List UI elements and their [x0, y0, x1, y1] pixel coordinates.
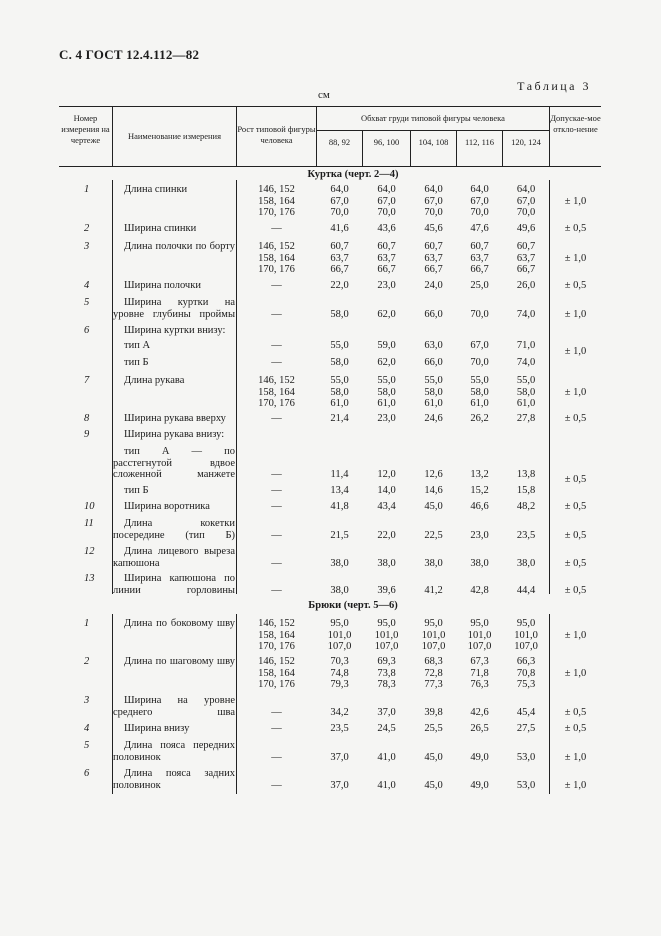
value-cell: 23,0	[470, 529, 489, 541]
row-number: 6	[84, 768, 90, 779]
height-cell: —	[271, 584, 282, 596]
table-top-border	[59, 106, 601, 107]
height-cell: —	[271, 340, 282, 351]
row-number: 4	[84, 723, 90, 734]
value-cell: 45,0	[424, 779, 443, 791]
value-cell: 53,0	[516, 779, 536, 791]
measurement-name: Ширина на уровне среднего шва	[113, 695, 235, 718]
value-cell: 66,0	[424, 308, 443, 320]
value-cell: 23,5	[330, 723, 349, 734]
measurement-name: Длина полочки по борту	[124, 241, 235, 252]
value-cell: 60,7 63,7 66,7	[470, 241, 489, 276]
value-cell: 60,7 63,7 66,7	[424, 241, 443, 276]
measurement-name: Ширина капюшона по линии горловины	[113, 573, 235, 596]
measurement-name: Длина спинки	[124, 184, 188, 195]
value-cell: 70,3 74,8 79,3	[330, 656, 349, 691]
value-cell: 39,6	[377, 584, 396, 596]
chest-group-divider	[316, 130, 549, 131]
value-cell: 74,0	[516, 357, 536, 368]
unit-label: см	[318, 89, 330, 101]
column-header-number: Номер измерения на чертеже	[61, 113, 110, 145]
row-number: 6	[84, 325, 90, 336]
value-cell: 23,0	[377, 280, 396, 291]
tolerance-cell: ± 0,5	[564, 706, 587, 718]
value-cell: 60,7 63,7 66,7	[516, 241, 536, 276]
value-cell: 55,0 58,0 61,0	[470, 375, 489, 410]
value-cell: 47,6	[470, 223, 489, 234]
value-cell: 41,2	[424, 584, 443, 596]
column-header-chest-size: 112, 116	[464, 137, 495, 147]
page-header: С. 4 ГОСТ 12.4.112—82	[59, 47, 200, 62]
value-cell: 66,3 70,8 75,3	[516, 656, 536, 691]
height-cell: 146, 152 158, 164 170, 176	[258, 656, 295, 691]
value-cell: 45,0	[424, 501, 443, 512]
row-number: 1	[84, 184, 90, 195]
value-cell: 64,0 67,0 70,0	[330, 184, 349, 219]
row-number: 8	[84, 413, 90, 424]
value-cell: 34,2	[330, 706, 349, 718]
value-cell: 26,0	[516, 280, 536, 291]
tolerance-cell: ± 0,5	[564, 557, 587, 569]
measurement-subtype: тип А	[124, 340, 151, 351]
value-cell: 46,6	[470, 501, 489, 512]
value-cell: 13,8	[516, 469, 536, 481]
value-cell: 38,0	[330, 584, 349, 596]
value-cell: 49,0	[470, 779, 489, 791]
value-cell: 55,0	[330, 340, 349, 351]
value-cell: 11,4	[330, 469, 349, 481]
value-cell: 55,0 58,0 61,0	[516, 375, 536, 410]
value-cell: 43,6	[377, 223, 396, 234]
value-cell: 15,8	[516, 485, 536, 496]
value-cell: 63,0	[424, 340, 443, 351]
height-cell: —	[271, 357, 282, 368]
value-cell: 59,0	[377, 340, 396, 351]
value-cell: 38,0	[516, 557, 536, 569]
value-cell: 14,0	[377, 485, 396, 496]
value-cell: 38,0	[330, 557, 349, 569]
value-cell: 68,3 72,8 77,3	[424, 656, 443, 691]
tolerance-cell: ± 1,0	[564, 667, 587, 679]
value-cell: 26,2	[470, 413, 489, 424]
section-title: Брюки (черт. 5—6)	[308, 600, 398, 611]
height-cell: —	[271, 751, 282, 763]
col-divider	[410, 130, 411, 166]
tolerance-cell: ± 0,5	[564, 584, 587, 596]
row-number: 5	[84, 297, 90, 308]
col-divider	[502, 130, 503, 166]
measurement-subtype: тип Б	[124, 357, 149, 368]
table-header-bottom-border	[59, 166, 601, 167]
value-cell: 60,7 63,7 66,7	[330, 241, 349, 276]
value-cell: 95,0 101,0 107,0	[327, 618, 352, 653]
value-cell: 22,0	[377, 529, 396, 541]
value-cell: 37,0	[330, 751, 349, 763]
measurement-name: Длина кокетки посередине (тип Б)	[113, 518, 235, 541]
height-cell: —	[271, 223, 282, 234]
row-number: 10	[84, 501, 95, 512]
value-cell: 60,7 63,7 66,7	[377, 241, 396, 276]
column-header-chest-size: 88, 92	[328, 137, 351, 147]
value-cell: 45,0	[424, 751, 443, 763]
value-cell: 14,6	[424, 485, 443, 496]
value-cell: 64,0 67,0 70,0	[470, 184, 489, 219]
measurement-name: Ширина рукава внизу:	[124, 429, 225, 440]
height-cell: —	[271, 706, 282, 718]
tolerance-cell: ± 1,0	[564, 346, 587, 357]
value-cell: 26,5	[470, 723, 489, 734]
table-title: Таблица 3	[517, 79, 591, 93]
value-cell: 74,0	[516, 308, 536, 320]
value-cell: 41,0	[377, 779, 396, 791]
value-cell: 27,5	[516, 723, 536, 734]
column-header-chest-group: Обхват груди типовой фигуры человека	[361, 113, 505, 123]
col-divider	[456, 130, 457, 166]
value-cell: 55,0 58,0 61,0	[330, 375, 349, 410]
col-divider	[362, 130, 363, 166]
measurement-name: Ширина полочки	[124, 280, 201, 291]
value-cell: 95,0 101,0 107,0	[467, 618, 492, 653]
column-header-chest-size: 120, 124	[511, 137, 541, 147]
value-cell: 69,3 73,8 78,3	[377, 656, 396, 691]
value-cell: 44,4	[516, 584, 536, 596]
row-number: 9	[84, 429, 90, 440]
value-cell: 58,0	[330, 308, 349, 320]
value-cell: 55,0 58,0 61,0	[424, 375, 443, 410]
value-cell: 95,0 101,0 107,0	[374, 618, 399, 653]
value-cell: 67,0	[470, 340, 489, 351]
column-header-height: Рост типовой фигуры человека	[237, 124, 316, 145]
column-header-tolerance: Допускае-мое откло-нение	[550, 113, 601, 134]
value-cell: 24,0	[424, 280, 443, 291]
tolerance-cell: ± 0,5	[564, 723, 587, 734]
value-cell: 95,0 101,0 107,0	[421, 618, 446, 653]
tolerance-cell: ± 1,0	[564, 386, 587, 398]
value-cell: 39,8	[424, 706, 443, 718]
row-number: 3	[84, 695, 90, 706]
value-cell: 25,0	[470, 280, 489, 291]
value-cell: 45,4	[516, 706, 536, 718]
value-cell: 53,0	[516, 751, 536, 763]
height-cell: —	[271, 501, 282, 512]
height-cell: —	[271, 723, 282, 734]
value-cell: 49,0	[470, 751, 489, 763]
measurement-name: Ширина внизу	[124, 723, 190, 734]
tolerance-cell: ± 1,0	[564, 252, 587, 264]
value-cell: 41,6	[330, 223, 349, 234]
value-cell: 67,3 71,8 76,3	[470, 656, 489, 691]
value-cell: 70,0	[470, 308, 489, 320]
tolerance-cell: ± 1,0	[564, 629, 587, 641]
height-cell: —	[271, 308, 282, 320]
value-cell: 70,0	[470, 357, 489, 368]
tolerance-cell: ± 0,5	[564, 413, 587, 424]
value-cell: 66,0	[424, 357, 443, 368]
height-cell: 146, 152 158, 164 170, 176	[258, 241, 295, 276]
measurement-subtype: тип Б	[124, 485, 149, 496]
measurement-name: Ширина рукава вверху	[124, 413, 226, 424]
value-cell: 55,0 58,0 61,0	[377, 375, 396, 410]
measurement-subtype: тип А — по расстегнутой вдвое сложенной манжете	[113, 446, 235, 481]
value-cell: 24,5	[377, 723, 396, 734]
value-cell: 22,0	[330, 280, 349, 291]
value-cell: 62,0	[377, 308, 396, 320]
measurement-name: Длина лицевого выреза капюшона	[113, 546, 235, 569]
tolerance-cell: ± 1,0	[564, 779, 587, 791]
value-cell: 42,6	[470, 706, 489, 718]
column-header-chest-size: 96, 100	[373, 137, 400, 147]
tolerance-cell: ± 1,0	[564, 308, 587, 320]
section-title: Куртка (черт. 2—4)	[307, 169, 399, 180]
column-header-chest-size: 104, 108	[418, 137, 449, 147]
column-header-name: Наименование измерения	[127, 131, 222, 141]
value-cell: 23,0	[377, 413, 396, 424]
tolerance-cell: ± 0,5	[564, 474, 587, 485]
value-cell: 15,2	[470, 485, 489, 496]
value-cell: 48,2	[516, 501, 536, 512]
value-cell: 41,0	[377, 751, 396, 763]
value-cell: 23,5	[516, 529, 536, 541]
value-cell: 25,5	[424, 723, 443, 734]
value-cell: 95,0 101,0 107,0	[514, 618, 538, 653]
tolerance-cell: ± 0,5	[564, 501, 587, 512]
measurement-name: Длина по шаговому шву	[124, 656, 235, 667]
measurement-name: Длина пояса задних половинок	[113, 768, 235, 791]
row-number: 1	[84, 618, 90, 629]
value-cell: 58,0	[330, 357, 349, 368]
tolerance-cell: ± 0,5	[564, 223, 587, 234]
value-cell: 62,0	[377, 357, 396, 368]
row-number: 13	[84, 573, 95, 584]
value-cell: 27,8	[516, 413, 536, 424]
height-cell: —	[271, 557, 282, 569]
measurement-name: Ширина воротника	[124, 501, 210, 512]
measurement-name: Ширина куртки на уровне глубины проймы	[113, 297, 235, 320]
value-cell: 12,6	[424, 469, 443, 481]
value-cell: 42,8	[470, 584, 489, 596]
height-cell: —	[271, 413, 282, 424]
value-cell: 71,0	[516, 340, 536, 351]
value-cell: 64,0 67,0 70,0	[424, 184, 443, 219]
value-cell: 64,0 67,0 70,0	[377, 184, 396, 219]
row-number: 11	[84, 518, 94, 529]
row-number: 12	[84, 546, 95, 557]
row-number: 4	[84, 280, 90, 291]
value-cell: 12,0	[377, 469, 396, 481]
tolerance-cell: ± 1,0	[564, 195, 587, 207]
row-number: 7	[84, 375, 90, 386]
height-cell: —	[271, 529, 282, 541]
value-cell: 37,0	[330, 779, 349, 791]
measurement-name: Длина пояса передних половинок	[113, 740, 235, 763]
value-cell: 45,6	[424, 223, 443, 234]
value-cell: 43,4	[377, 501, 396, 512]
value-cell: 13,2	[470, 469, 489, 481]
tolerance-cell: ± 1,0	[564, 751, 587, 763]
measurement-name: Длина рукава	[124, 375, 185, 386]
value-cell: 64,0 67,0 70,0	[516, 184, 536, 219]
height-cell: —	[271, 280, 282, 291]
value-cell: 38,0	[470, 557, 489, 569]
value-cell: 49,6	[516, 223, 536, 234]
height-cell: 146, 152 158, 164 170, 176	[258, 184, 295, 219]
value-cell: 37,0	[377, 706, 396, 718]
value-cell: 22,5	[424, 529, 443, 541]
value-cell: 41,8	[330, 501, 349, 512]
value-cell: 21,5	[330, 529, 349, 541]
row-number: 2	[84, 223, 90, 234]
value-cell: 13,4	[330, 485, 349, 496]
tolerance-cell: ± 0,5	[564, 280, 587, 291]
height-cell: —	[271, 469, 282, 481]
row-number: 2	[84, 656, 90, 667]
measurement-name: Длина по боковому шву	[124, 618, 235, 629]
measurement-name: Ширина куртки внизу:	[124, 325, 226, 336]
height-cell: —	[271, 485, 282, 496]
value-cell: 21,4	[330, 413, 349, 424]
row-number: 5	[84, 740, 90, 751]
height-cell: 146, 152 158, 164 170, 176	[258, 618, 295, 653]
height-cell: —	[271, 779, 282, 791]
value-cell: 38,0	[424, 557, 443, 569]
measurement-name: Ширина спинки	[124, 223, 197, 234]
value-cell: 38,0	[377, 557, 396, 569]
row-number: 3	[84, 241, 90, 252]
tolerance-cell: ± 0,5	[564, 529, 587, 541]
height-cell: 146, 152 158, 164 170, 176	[258, 375, 295, 410]
value-cell: 24,6	[424, 413, 443, 424]
